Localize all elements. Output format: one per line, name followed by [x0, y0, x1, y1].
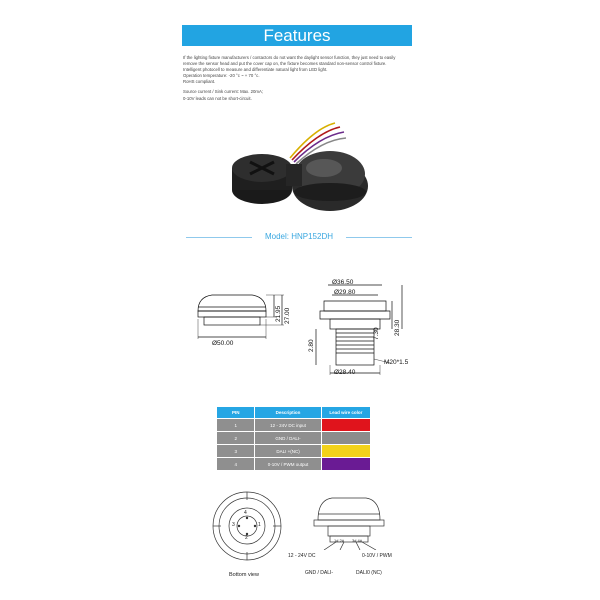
note-line: Source current / Sink current: Max. 20mA; [183, 89, 264, 95]
dim-diameter-36: Ø36.50 [332, 279, 354, 286]
intro-text [183, 55, 423, 106]
wire-color-swatch [321, 419, 370, 432]
bottom-view-caption: Bottom view [229, 572, 259, 578]
thread-spec: M20*1.5 [384, 359, 409, 366]
col-pin: PIN [217, 407, 255, 419]
pin-number: 4 [217, 458, 255, 471]
pin-table [216, 406, 371, 471]
feature-line: If the lighting fixture manufacturers / contactors do not want the daylight sensor function, they just need to easily [183, 55, 396, 60]
pin-number: 3 [217, 445, 255, 458]
model-heading [186, 230, 412, 244]
model-label: Model: HNP152DH [264, 232, 334, 241]
feature-list [183, 55, 423, 85]
features-banner: Features [182, 25, 412, 46]
pin-label-3: 3 [232, 522, 235, 528]
wire-color-swatch [321, 445, 370, 458]
table-row [217, 419, 371, 432]
pin-label-2: 2 [245, 535, 248, 541]
dim-height-28-30: 28.30 [394, 319, 401, 336]
label-gnd-dali: GND / DALI- [305, 570, 334, 576]
bottom-view-drawing [205, 490, 290, 570]
label-0-10v: 0-10V / PWM [362, 553, 392, 559]
dim-diameter-29: Ø29.80 [334, 289, 356, 296]
wire-color-swatch [321, 432, 370, 445]
dim-height-7-30: 7.30 [373, 327, 380, 340]
feature-line: RoHS compliant. [183, 79, 216, 85]
table-row [217, 458, 371, 471]
divider [346, 237, 412, 238]
terminal-right-label: 3# 4# [352, 538, 363, 543]
dim-height-27: 27.00 [284, 307, 291, 324]
col-description: Description [255, 407, 321, 419]
label-12-24v: 12 - 24V DC [288, 553, 316, 559]
notes [183, 89, 423, 101]
product-photo [220, 118, 380, 218]
pin-number: 2 [217, 432, 255, 445]
wire-color-swatch [321, 458, 370, 471]
pin-description: 12 - 24V DC input [255, 419, 321, 432]
table-row [217, 432, 371, 445]
feature-line: Intelligent photocell to measure and differentiate natural light from LED light. [183, 67, 328, 73]
dim-diameter-50: Ø50.00 [212, 340, 234, 347]
pin-description: DALI +(NC) [255, 445, 321, 458]
table-row [217, 445, 371, 458]
note-line: 0-10V leads can not be short-circuit. [183, 95, 252, 101]
feature-line: Operation temperature: -20 °c ~ + 70 °c. [183, 73, 260, 79]
terminal-left-label: 1# 2# [334, 538, 345, 543]
col-lead-color: Lead wire color [321, 407, 370, 419]
dim-diameter-28: Ø28.40 [334, 369, 356, 376]
label-dali-nc: DALI0 (NC) [356, 570, 382, 576]
wiring-drawing [300, 490, 400, 550]
pin-description: GND / DALI- [255, 432, 321, 445]
table-header-row [217, 407, 371, 419]
pin-label-4: 4 [244, 510, 247, 516]
pin-description: 0-10V / PWM output [255, 458, 321, 471]
feature-line: remove the sensor head and put the cover cap on, the fixture becomes standard non-sensor control fixture. [183, 61, 387, 67]
dim-height-2-80: 2.80 [308, 339, 315, 352]
pin-number: 1 [217, 419, 255, 432]
dim-height-21: 21.95 [275, 305, 282, 322]
pin-label-1: 1 [258, 522, 261, 528]
